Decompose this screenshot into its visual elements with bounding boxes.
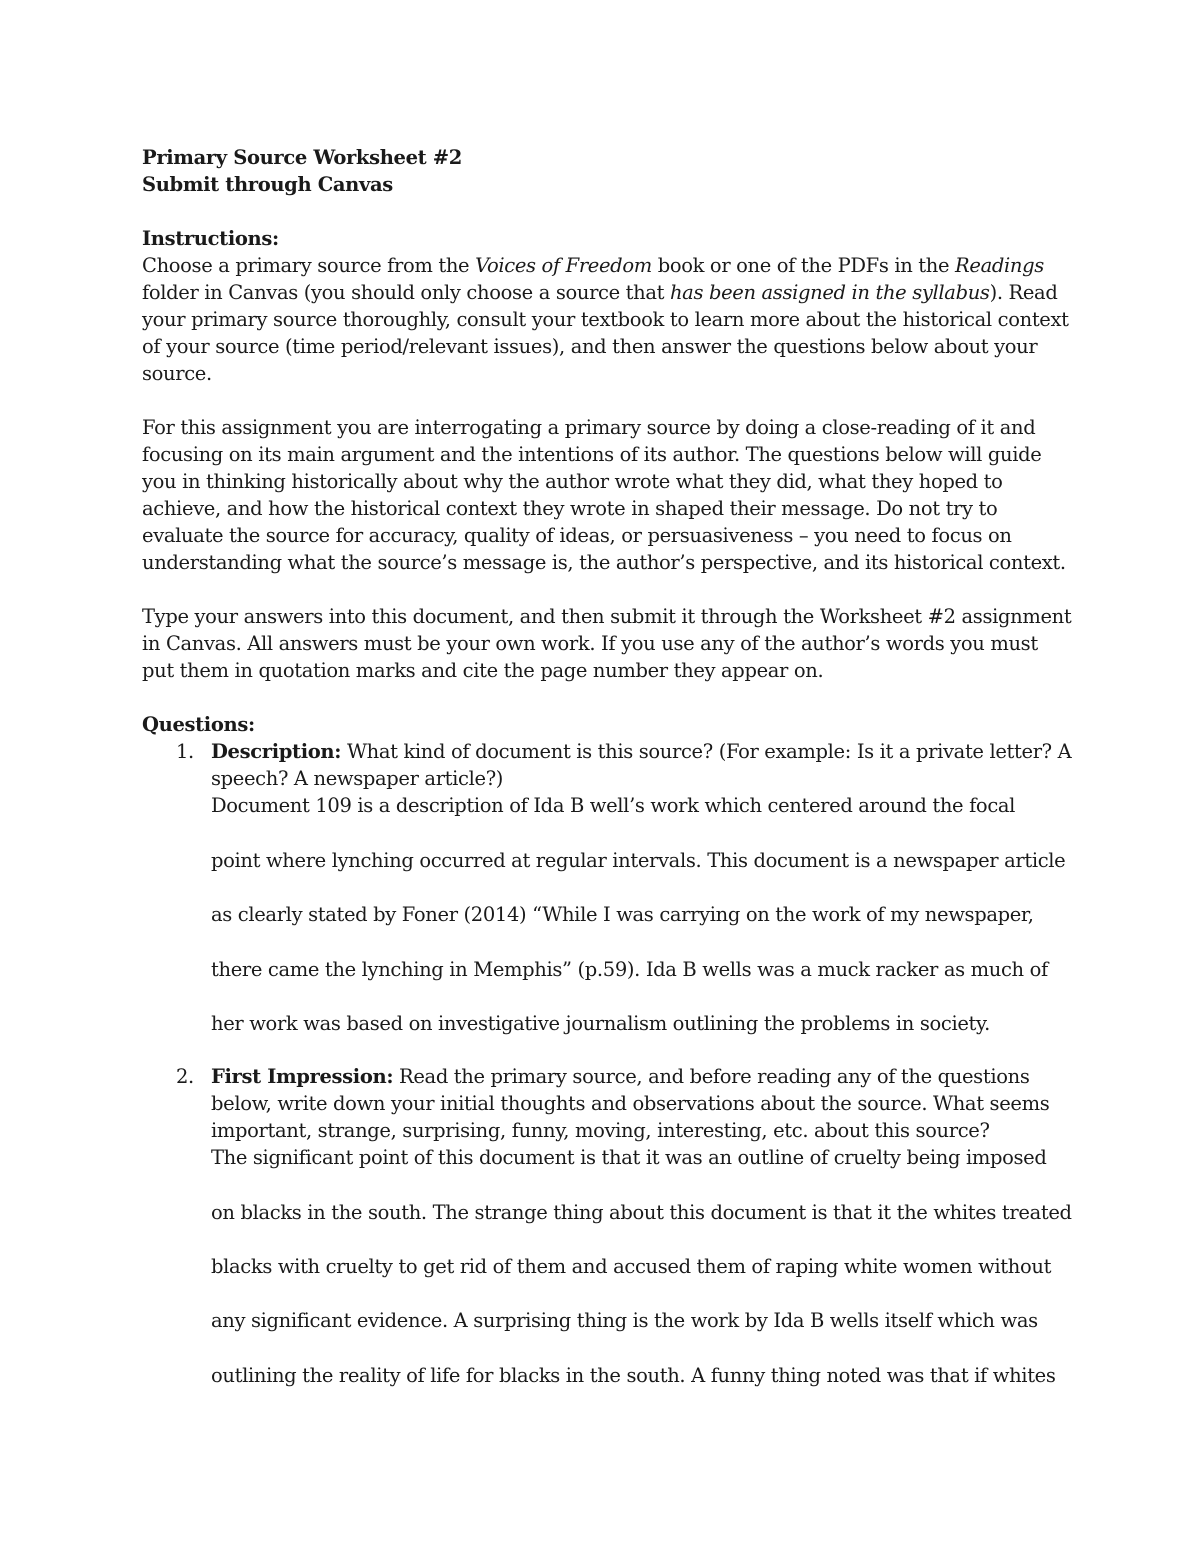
question-2-label: First Impression: (211, 1065, 394, 1088)
question-1-text-line-1: Description: What kind of document is this source? (For example: Is it a private letter? A (211, 740, 1072, 763)
answer-1-line: Document 109 is a description of Ida B well’s work which centered around the focal (211, 794, 1016, 817)
question-2-text-line-1: First Impression: Read the primary source, and before reading any of the questions (211, 1065, 1030, 1088)
paragraph-3-line: Type your answers into this document, and then submit it through the Worksheet #2 assignment (142, 605, 1072, 628)
folder-name-readings: Readings (955, 254, 1044, 277)
paragraph-3-line: put them in quotation marks and cite the page number they appear on. (142, 659, 824, 682)
answer-2-line: any significant evidence. A surprising thing is the work by Ida B wells itself which was (211, 1309, 1038, 1332)
question-2-text-line-3: important, strange, surprising, funny, moving, interesting, etc. about this source? (211, 1119, 990, 1142)
paragraph-2-line: you in thinking historically about why the author wrote what they did, what they hoped to (142, 470, 1003, 493)
instructions-line-1: Choose a primary source from the Voices of Freedom book or one of the PDFs in the Readings (142, 254, 1044, 277)
instructions-line-4: of your source (time period/relevant issues), and then answer the questions below about your (142, 335, 1038, 358)
paragraph-2-line: understanding what the source’s message is, the author’s perspective, and its historical context. (142, 551, 1066, 574)
paragraph-2-line: evaluate the source for accuracy, quality of ideas, or persuasiveness – you need to focus on (142, 524, 1012, 547)
book-title-voices-of-freedom: Voices of Freedom (475, 254, 652, 277)
paragraph-2-line: For this assignment you are interrogating a primary source by doing a close-reading of it and (142, 416, 1036, 439)
emphasis-assigned: has been assigned in the syllabus (669, 281, 990, 304)
question-1-label: Description: (211, 740, 342, 763)
question-1-text-line-2: speech? A newspaper article?) (211, 767, 504, 790)
question-2-text-line-2: below, write down your initial thoughts and observations about the source. What seems (211, 1092, 1050, 1115)
answer-1-line: there came the lynching in Memphis” (p.59). Ida B wells was a muck racker as much of (211, 958, 1048, 981)
answer-1-line: as clearly stated by Foner (2014) “While I was carrying on the work of my newspaper, (211, 903, 1034, 926)
questions-heading: Questions: (142, 713, 255, 736)
paragraph-2-line: focusing on its main argument and the intentions of its author. The questions below will guide (142, 443, 1042, 466)
instructions-line-5: source. (142, 362, 212, 385)
instructions-line-2: folder in Canvas (you should only choose a source that has been assigned in the syllabus). Read (142, 281, 1058, 304)
answer-2-line: on blacks in the south. The strange thing about this document is that it the whites treated (211, 1201, 1072, 1224)
instructions-line-3: your primary source thoroughly, consult your textbook to learn more about the historical context (142, 308, 1069, 331)
instructions-heading: Instructions: (142, 227, 279, 250)
question-2-number: 2. (176, 1065, 194, 1088)
answer-2-line: outlining the reality of life for blacks in the south. A funny thing noted was that if whites (211, 1364, 1056, 1387)
answer-2-line: The significant point of this document is that it was an outline of cruelty being imposed (211, 1146, 1047, 1169)
answer-2-line: blacks with cruelty to get rid of them and accused them of raping white women without (211, 1255, 1052, 1278)
paragraph-2-line: achieve, and how the historical context they wrote in shaped their message. Do not try to (142, 497, 998, 520)
answer-1-line: point where lynching occurred at regular intervals. This document is a newspaper article (211, 849, 1066, 872)
worksheet-title: Primary Source Worksheet #2 (142, 146, 462, 169)
paragraph-3-line: in Canvas. All answers must be your own work. If you use any of the author’s words you must (142, 632, 1038, 655)
answer-1-line: her work was based on investigative journalism outlining the problems in society. (211, 1012, 990, 1035)
question-1-number: 1. (176, 740, 194, 763)
worksheet-subtitle: Submit through Canvas (142, 173, 393, 196)
